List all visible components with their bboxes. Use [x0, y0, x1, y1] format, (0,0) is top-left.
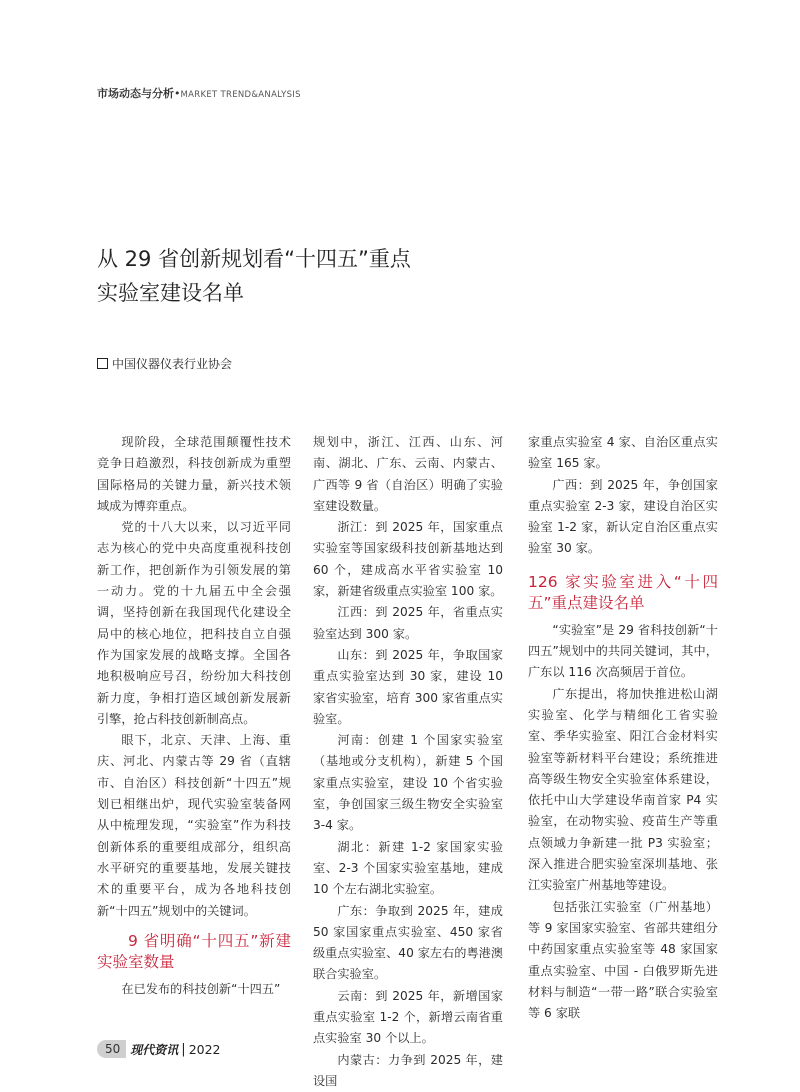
paragraph: 家重点实验室 4 家、自治区重点实验室 165 家。 — [528, 435, 718, 471]
square-bullet-icon — [97, 358, 108, 369]
section-header — [97, 85, 301, 101]
header-bullet: • — [174, 87, 181, 100]
footer-separator: | — [181, 1041, 186, 1057]
paragraph: 在已发布的科技创新“十四五” — [121, 981, 281, 996]
paragraph: 广东提出，将加快推进松山湖实验室、化学与精细化工省实验室、季华实验室、阳江合金材料实验室等新材料平台建设；系统推进高等级生物安全实验室体系建设，依托中山大学建设华南首家 P4 实验室，在动物实验、疫苗生产等重点领域力争新建一批 P3 实验室；深入推进合肥实验室深圳基地、张江实验室广州基地等建设。 — [528, 686, 718, 893]
subheading: 126 家实验室进入“十四五”重点建设名单 — [528, 572, 718, 612]
section-name-en: MARKET TREND&ANALYSIS — [180, 90, 301, 100]
paragraph: 规划中，浙江、江西、山东、河南、湖北、广东、云南、内蒙古、广西等 9 省（自治区）明确了实验室建设数量。 — [313, 435, 503, 513]
magazine-logo: 现代资讯 — [130, 1042, 179, 1057]
title-line-1: 从 29 省创新规划看“十四五”重点 — [97, 247, 411, 271]
article-title — [97, 242, 657, 310]
column-2 — [313, 432, 503, 1092]
paragraph: 河南：创建 1 个国家实验室（基地或分支机构），新建 5 个国家重点实验室，建设 10 个省实验室，争创国家三级生物安全实验室 3-4 家。 — [313, 733, 503, 833]
author-name: 中国仪器仪表行业协会 — [112, 357, 233, 371]
issue-year: 2022 — [188, 1041, 221, 1057]
paragraph: “实验室”是 29 省科技创新“十四五”规划中的共同关键词，其中，广东以 116 次高频居于首位。 — [528, 622, 718, 680]
column-3 — [528, 432, 718, 1024]
title-line-2: 实验室建设名单 — [97, 281, 244, 305]
paragraph: 江西：到 2025 年，省重点实验室达到 300 家。 — [313, 605, 503, 641]
section-name: 市场动态与分析 — [97, 87, 174, 100]
paragraph: 浙江：到 2025 年，国家重点实验室等国家级科技创新基地达到 60 个，建成高水平省实验室 10 家，新建省级重点实验室 100 家。 — [313, 520, 503, 599]
paragraph: 广西：到 2025 年，争创国家重点实验室 2-3 家，建设自治区实验室 1-2 家，新认定自治区重点实验室 30 家。 — [528, 477, 718, 556]
paragraph: 云南：到 2025 年，新增国家重点实验室 1-2 个，新增云南省重点实验室 30 个以上。 — [313, 988, 503, 1046]
paragraph: 广东：争取到 2025 年，建成 50 家国家重点实验室、450 家省级重点实验室、40 家左右的粤港澳联合实验室。 — [313, 903, 504, 982]
paragraph: 山东：到 2025 年，争取国家重点实验室达到 30 家，建设 10 家省实验室，培育 300 家省重点实验室。 — [313, 647, 503, 726]
paragraph: 眼下，北京、天津、上海、重庆、河北、内蒙古等 29 省（直辖市、自治区）科技创新“十四五”规划已相继出炉，现代实验室装备网从中梳理发现，“实验室”作为科技创新体系的重要组成部分，组织高水平研究的重要基地，发展关键技术的重要平台，成为各地科技创新“十四五”规划中的关键词。 — [97, 733, 291, 918]
subheading: 9 省明确“十四五”新建实验室数量 — [97, 931, 291, 971]
page-number: 50 — [97, 1040, 126, 1058]
column-1 — [97, 432, 291, 1000]
paragraph: 湖北：新建 1-2 家国家实验室、2-3 个国家实验室基地，建成 10 个左右湖北实验室。 — [313, 839, 503, 897]
paragraph: 内蒙古：力争到 2025 年，建设国 — [313, 1052, 503, 1088]
paragraph: 现阶段，全球范围颠覆性技术竞争日趋激烈，科技创新成为重塑国际格局的关键力量，新兴技术领域成为博弈重点。 — [97, 435, 291, 513]
page-footer — [97, 1040, 221, 1058]
paragraph: 包括张江实验室（广州基地）等 9 家国家实验室、省部共建组分中药国家重点实验室等 48 家国家重点实验室、中国 - 白俄罗斯先进材料与制造“一带一路”联合实验室等 6 家联 — [528, 899, 718, 1021]
author-line — [97, 355, 232, 372]
paragraph: 党的十八大以来，以习近平同志为核心的党中央高度重视科技创新工作，把创新作为引领发展的第一动力。党的十九届五中全会强调，坚持创新在我国现代化建设全局中的核心地位，把科技自立自强作为国家发展的战略支撑。全国各地积极响应号召，纷纷加大科技创新力度，争相打造区域创新发展新引擎，抢占科技创新制高点。 — [97, 520, 291, 726]
